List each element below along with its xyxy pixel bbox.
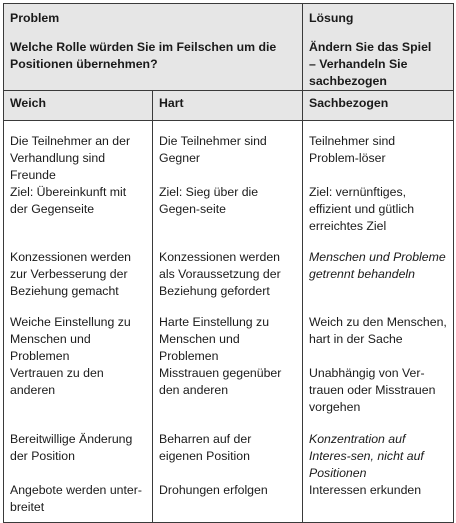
cell-hart: Misstrauen gegenüber den anderen [153,365,303,431]
negotiation-comparison-table [3,3,454,523]
table-row [4,314,454,365]
cell-sachbezogen: Konzentration auf Interes-sen, nicht auf Positionen [303,431,454,482]
table-row [4,121,454,185]
cell-sachbezogen: Weich zu den Menschen, hart in der Sache [303,314,454,365]
column-header-row [4,91,454,121]
cell-sachbezogen: Interessen erkunden [303,482,454,523]
column-header-weich: Weich [4,91,153,121]
table-row [4,184,454,249]
cell-weich: Konzessionen werden zur Verbesserung der Beziehung gemacht [4,249,153,314]
cell-hart: Ziel: Sieg über die Gegen-seite [153,184,303,249]
cell-sachbezogen: Ziel: vernünftiges, effizient und gütlich erreichtes Ziel [303,184,454,249]
problem-cell [4,4,303,91]
cell-weich: Die Teilnehmer an der Verhandlung sind Freunde [4,121,153,185]
cell-hart: Die Teilnehmer sind Gegner [153,121,303,185]
cell-weich: Angebote werden unter-breitet [4,482,153,523]
table-row [4,365,454,431]
cell-hart: Beharren auf der eigenen Position [153,431,303,482]
table-row [4,482,454,523]
solution-text: Ändern Sie das Spiel – Verhandeln Sie sachbezogen [309,40,432,88]
table-row [4,249,454,314]
cell-weich: Vertrauen zu den anderen [4,365,153,431]
solution-title: Lösung [309,11,354,25]
cell-weich: Bereitwillige Änderung der Position [4,431,153,482]
cell-sachbezogen: Menschen und Probleme getrennt behandeln [303,249,454,314]
cell-sachbezogen: Unabhängig von Ver-trauen oder Misstrauen vorgehen [303,365,454,431]
cell-hart: Harte Einstellung zu Menschen und Problemen [153,314,303,365]
problem-question: Welche Rolle würden Sie im Feilschen um die Positionen übernehmen? [10,40,277,71]
column-header-hart: Hart [153,91,303,121]
cell-hart: Konzessionen werden als Voraussetzung der Beziehung gefordert [153,249,303,314]
cell-weich: Weiche Einstellung zu Menschen und Problemen [4,314,153,365]
cell-weich: Ziel: Übereinkunft mit der Gegenseite [4,184,153,249]
solution-cell [303,4,454,91]
table-row [4,431,454,482]
cell-sachbezogen: Teilnehmer sind Problem-löser [303,121,454,185]
problem-title: Problem [10,11,60,25]
column-header-sachbezogen: Sachbezogen [303,91,454,121]
cell-hart: Drohungen erfolgen [153,482,303,523]
problem-solution-header-row [4,4,454,91]
